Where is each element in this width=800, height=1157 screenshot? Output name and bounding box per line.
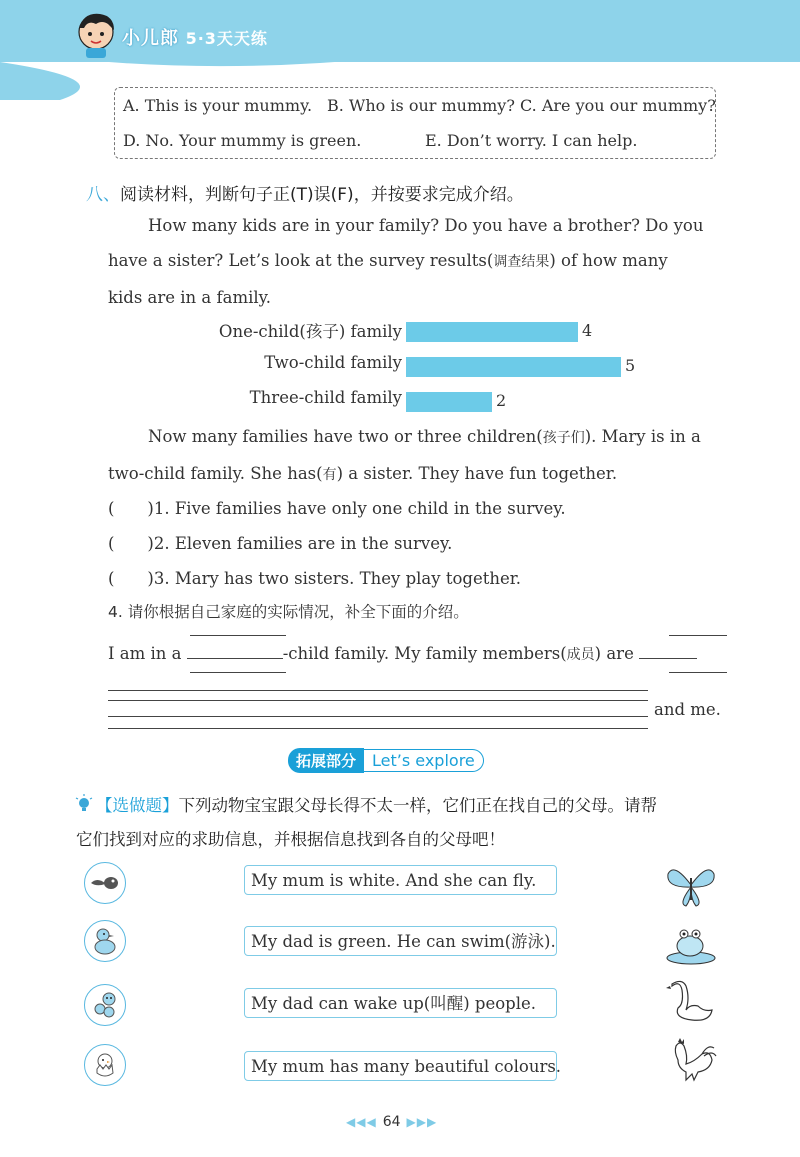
- para2-line2: [108, 456, 733, 493]
- brand-xiao: 小儿郎: [122, 28, 179, 49]
- duckling-icon: [85, 921, 125, 961]
- para1-line3: kids are in a family.: [108, 288, 272, 307]
- rooster-icon[interactable]: [664, 1036, 718, 1086]
- optional-tag: 【选做题】: [96, 796, 179, 815]
- task-line-2: 它们找到对应的求助信息，并根据信息找到各自的父母吧！: [76, 830, 505, 849]
- choice-d: D. No. Your mummy is green.: [123, 131, 362, 150]
- choice-a: A. This is your mummy.: [123, 96, 313, 115]
- next-arrows-icon: ▶▶▶: [406, 1115, 438, 1129]
- butterfly-icon[interactable]: [664, 860, 718, 910]
- reading-paragraph-2: [108, 419, 733, 493]
- blank-line-guide: [190, 635, 286, 636]
- para2-line1-a: Now many families have two or three children(: [148, 427, 543, 446]
- brand-series: 5·3天天练: [185, 29, 268, 48]
- baby-circle[interactable]: [84, 1044, 126, 1086]
- brand-title: [122, 24, 268, 50]
- mascot-icon: [74, 10, 118, 58]
- para1-line2-cn: 调查结果: [493, 254, 550, 270]
- para2-line2-a: two-child family. She has(: [108, 464, 323, 483]
- reading-paragraph-1: [108, 208, 733, 315]
- question-3[interactable]: ( )3. Mary has two sisters. They play together.: [108, 569, 522, 588]
- clue-box[interactable]: My dad is green. He can swim(游泳).: [244, 926, 557, 956]
- blank-line-guide: [190, 672, 286, 673]
- page-number: 64: [382, 1114, 401, 1130]
- para2-line2-cn: 有: [322, 467, 337, 483]
- baby-circle[interactable]: [84, 862, 126, 904]
- bar-label: Three-child family: [249, 388, 402, 407]
- bar: [406, 392, 492, 412]
- bar-value-label: 5: [625, 356, 636, 375]
- section-instruction: 阅读材料，判断句子正(T)误(F)，并按要求完成介绍。: [120, 185, 524, 205]
- frog-icon[interactable]: [664, 918, 718, 968]
- prev-arrows-icon: ◀◀◀: [346, 1115, 377, 1129]
- intro-part-b: -child family. My family members(: [282, 644, 567, 663]
- bar-label: Two-child family: [264, 353, 402, 372]
- tadpole-icon: [85, 863, 125, 903]
- choice-box: [114, 87, 716, 159]
- para2-line2-b: ) a sister. They have fun together.: [336, 464, 618, 483]
- para1-line1: How many kids are in your family? Do you have a brother? Do you: [148, 216, 704, 235]
- intro-sentence: [108, 644, 697, 664]
- choice-e: E. Don’t worry. I can help.: [425, 131, 638, 150]
- swan-icon[interactable]: [664, 978, 718, 1028]
- chick-icon: [85, 1045, 125, 1085]
- intro-end: and me.: [654, 700, 721, 719]
- child-count-blank[interactable]: [187, 658, 283, 659]
- intro-part-c: ) are: [594, 644, 634, 663]
- bar: [406, 357, 621, 377]
- bar: [406, 322, 578, 342]
- bar-value-label: 2: [496, 391, 507, 410]
- intro-part-cn: 成员: [566, 647, 595, 663]
- explore-label-cn: 拓展部分: [288, 748, 364, 773]
- clue-box[interactable]: My dad can wake up(叫醒) people.: [244, 988, 557, 1018]
- choice-b: B. Who is our mummy?: [327, 96, 515, 115]
- question-1[interactable]: ( )1. Five families have only one child in the survey.: [108, 499, 566, 518]
- question-2[interactable]: ( )2. Eleven families are in the survey.: [108, 534, 453, 553]
- blank-line-guide: [669, 672, 727, 673]
- intro-part-a: I am in a: [108, 644, 182, 663]
- para1-line2-a: have a sister? Let’s look at the survey results(: [108, 251, 494, 270]
- baby-circle[interactable]: [84, 920, 126, 962]
- clue-box[interactable]: My mum has many beautiful colours.: [244, 1051, 557, 1081]
- para2-line1: [108, 419, 733, 456]
- para2-line1-cn: 孩子们: [542, 430, 585, 446]
- caterpillar-icon: [85, 985, 125, 1025]
- survey-bar-chart: [0, 316, 800, 416]
- explore-label-en: Let’s explore: [364, 749, 484, 772]
- task-line-1: [96, 792, 657, 816]
- clue-box[interactable]: My mum is white. And she can fly.: [244, 865, 557, 895]
- bar-label: One-child(孩子) family: [218, 322, 402, 341]
- para1-line2: [108, 243, 733, 280]
- answer-line[interactable]: [108, 716, 648, 717]
- section-title: [86, 180, 524, 205]
- answer-line[interactable]: [108, 690, 648, 691]
- section-number: 八、: [86, 185, 120, 205]
- answer-line[interactable]: [108, 728, 648, 729]
- answer-line[interactable]: [108, 700, 648, 701]
- page-footer: [346, 1114, 437, 1130]
- baby-circle[interactable]: [84, 984, 126, 1026]
- lightbulb-icon: [74, 794, 94, 814]
- blank-line-guide: [669, 635, 727, 636]
- question-4-instruction: 4. 请你根据自己家庭的实际情况，补全下面的介绍。: [108, 603, 469, 621]
- task-text-1: 下列动物宝宝跟父母长得不太一样，它们正在找自己的父母。请帮: [178, 796, 657, 815]
- para2-line1-b: ). Mary is in a: [584, 427, 701, 446]
- bar-value-label: 4: [582, 321, 593, 340]
- members-blank[interactable]: [639, 658, 697, 659]
- choice-c: C. Are you our mummy?: [520, 96, 716, 115]
- explore-banner: [288, 748, 484, 772]
- para1-line2-b: ) of how many: [549, 251, 668, 270]
